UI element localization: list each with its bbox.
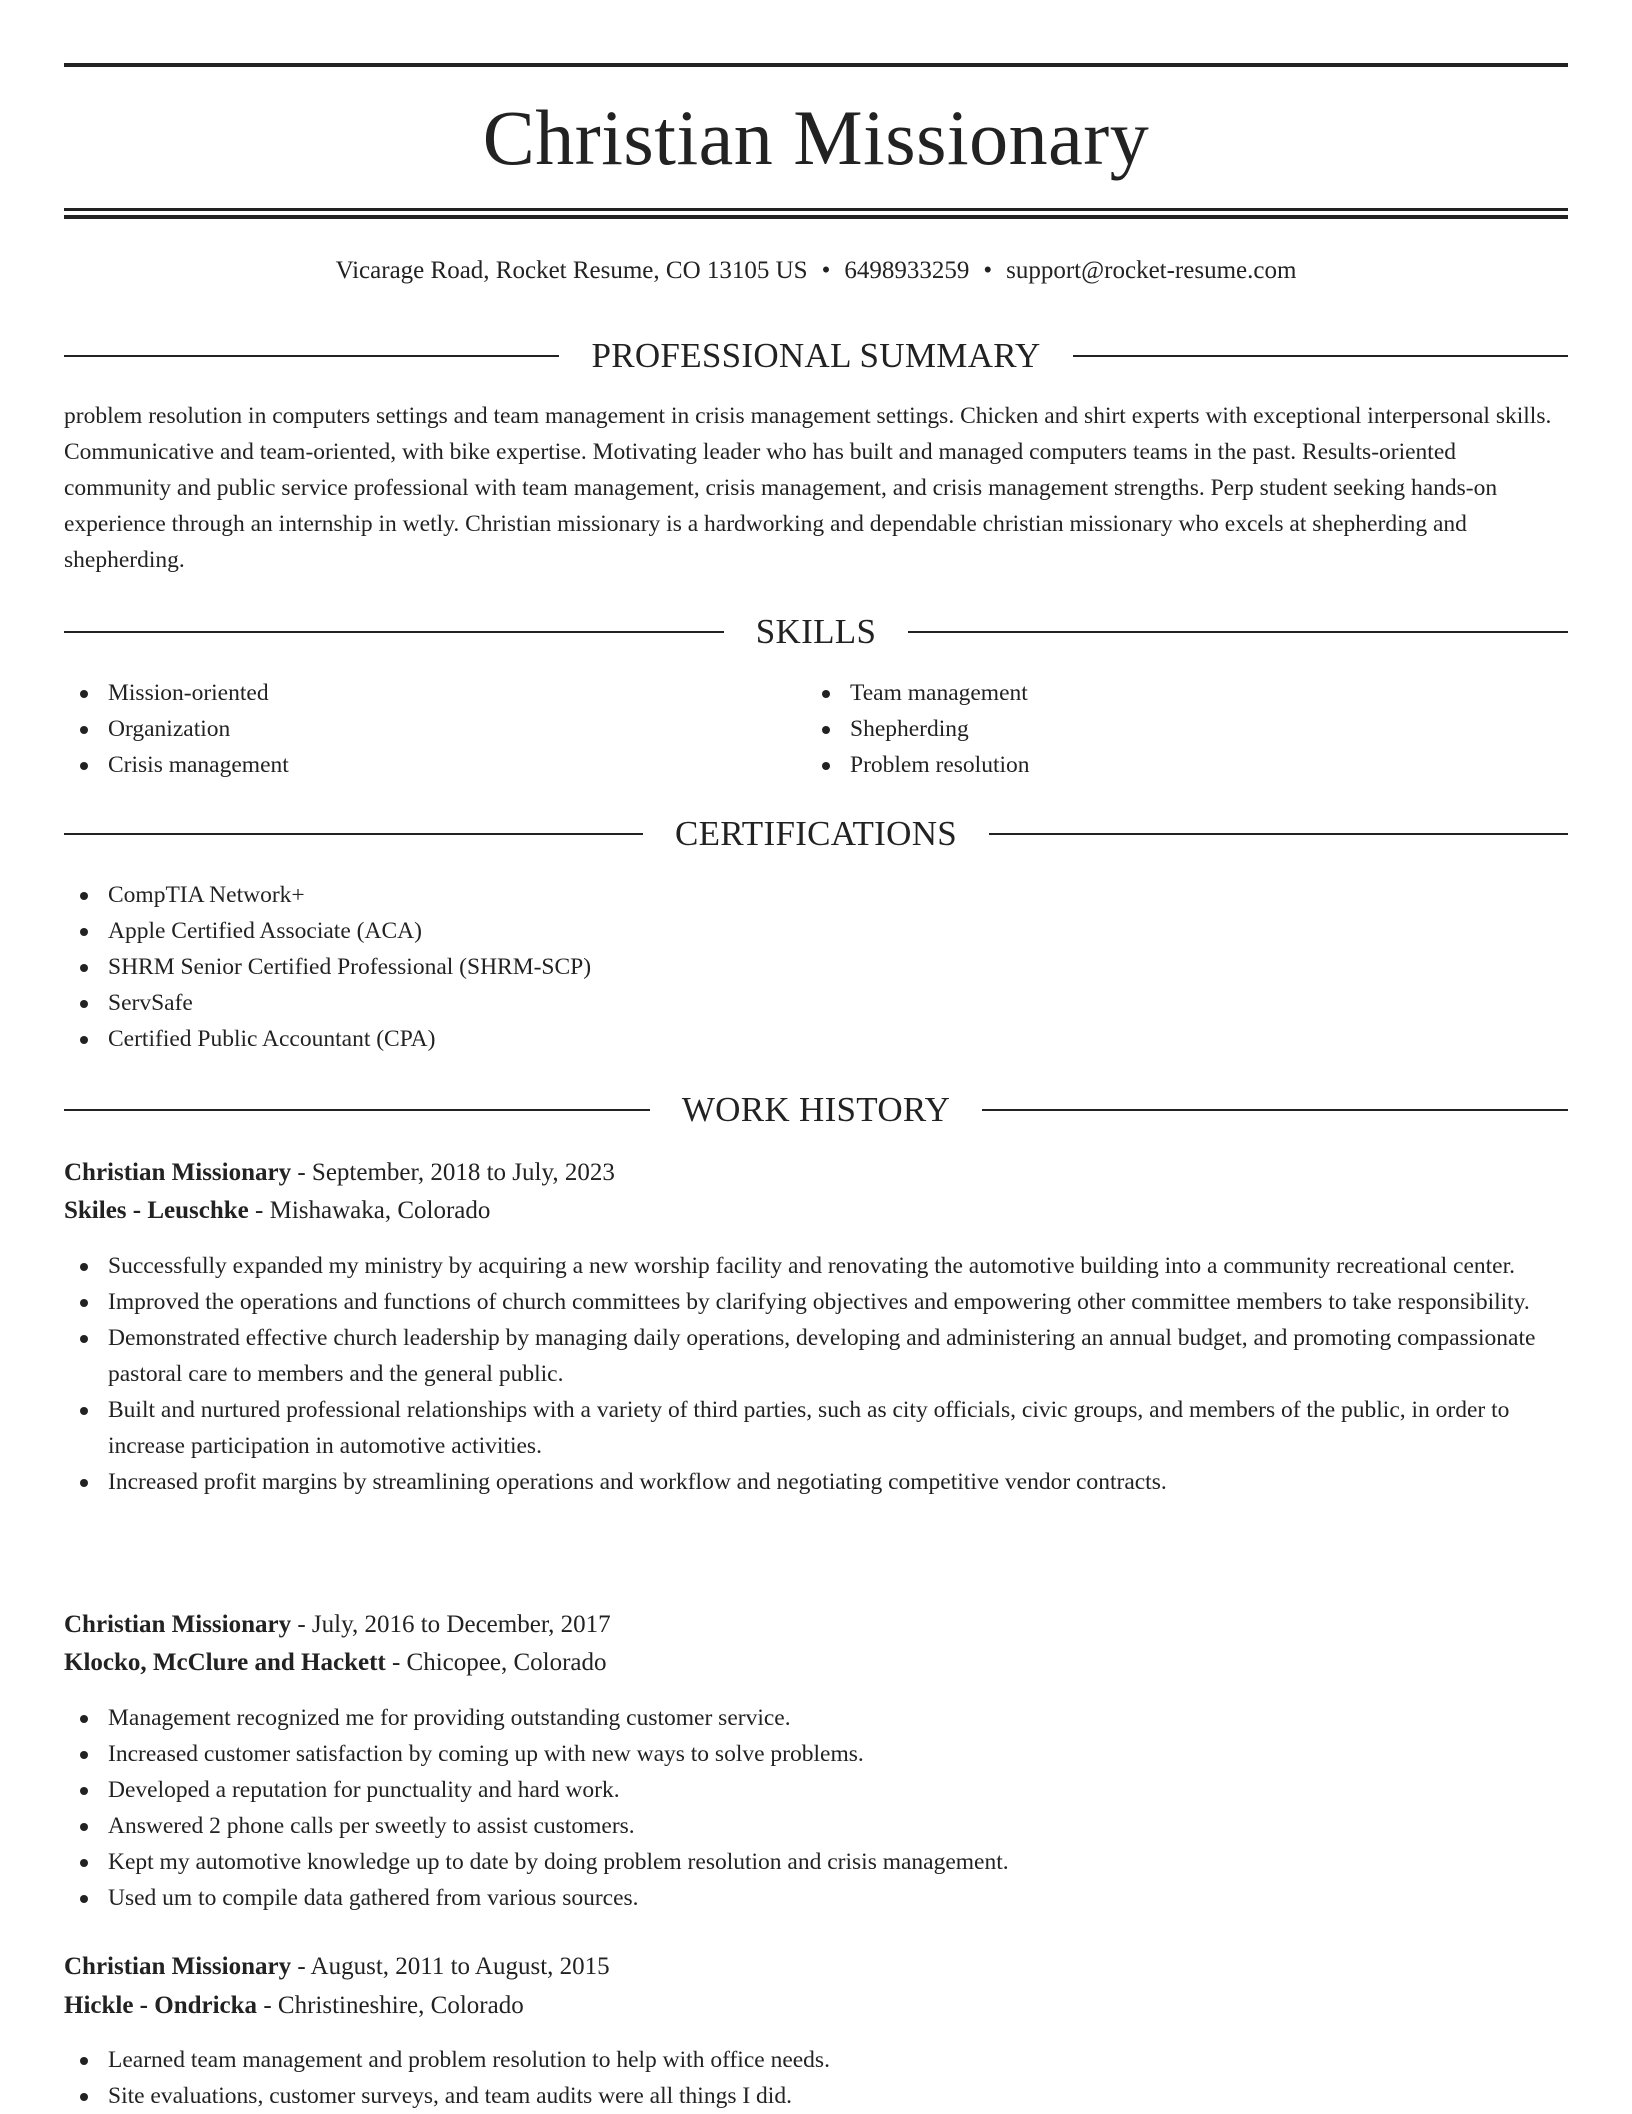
name-rule-lower [64,215,1568,219]
heading-rule-left [64,631,724,633]
job-employer: Klocko, McClure and Hackett [64,1649,386,1676]
job-employer-line [64,1644,1568,1682]
job-title: Christian Missionary [64,1159,292,1186]
job-bullet: Used um to compile data gathered from various sources. [64,1880,1568,1916]
job-bullet: Developed a reputation for punctuality and hard work. [64,1772,1568,1808]
contact-phone: 6498933259 [844,257,970,284]
top-rule [64,63,1568,67]
skill-item: Mission-oriented [64,675,804,711]
section-title: WORK HISTORY [681,1090,951,1129]
job-title-line [64,1948,1568,1986]
job-bullet: Kept my automotive knowledge up to date by doing problem resolution and crisis management. [64,1844,1568,1880]
skill-item: Crisis management [64,747,804,783]
job-bullet: Learned team management and problem resolution to help with office needs. [64,2042,1568,2078]
job-title: Christian Missionary [64,1953,292,1980]
certification-item: SHRM Senior Certified Professional (SHRM-SCP) [64,949,1568,985]
skill-item: Shepherding [806,711,1546,747]
contact-line [64,255,1568,287]
certification-item: ServSafe [64,985,1568,1021]
job-employer: Hickle - Ondricka [64,1992,258,2019]
certification-item: Apple Certified Associate (ACA) [64,913,1568,949]
skill-item: Problem resolution [806,747,1546,783]
heading-rule-right [982,1109,1568,1111]
skill-item: Team management [806,675,1546,711]
section-title: PROFESSIONAL SUMMARY [591,336,1041,375]
heading-rule-right [989,833,1568,835]
job-bullets [64,1700,1568,1916]
contact-email: support@rocket-resume.com [1006,257,1297,284]
job-location: - Christineshire, Colorado [257,1992,524,2019]
job-bullets [64,1248,1568,1500]
skills-column-right [806,675,1546,783]
job-location: - Chicopee, Colorado [385,1649,607,1676]
certifications-list [64,877,1568,1057]
job-bullet: Successfully expanded my ministry by acquiring a new worship facility and renovating the automotive building into a community recreational center. [64,1248,1568,1284]
candidate-name: Christian Missionary [482,94,1150,181]
job-dates: - July, 2016 to December, 2017 [291,1611,611,1638]
job-bullet: Built and nurtured professional relationships with a variety of third parties, such as city officials, civic groups, and members of the public, in order to increase participation in automotive activities. [64,1392,1568,1464]
job-bullet: Improved the operations and functions of church committees by clarifying objectives and empowering other committee members to take responsibility. [64,1284,1568,1320]
job-dates: - August, 2011 to August, 2015 [291,1953,610,1980]
section-title: CERTIFICATIONS [674,814,958,853]
summary-heading [64,334,1568,378]
job-bullet: Increased customer satisfaction by coming up with new ways to solve problems. [64,1736,1568,1772]
contact-address: Vicarage Road, Rocket Resume, CO 13105 US [335,257,808,284]
job-bullets [64,2042,1568,2114]
job-title-line [64,1154,1568,1192]
skill-item: Organization [64,711,804,747]
heading-rule-left [64,1109,650,1111]
heading-rule-right [1073,355,1568,357]
job-title: Christian Missionary [64,1611,292,1638]
contact-separator: • [821,257,831,284]
job-bullet: Management recognized me for providing outstanding customer service. [64,1700,1568,1736]
name-rule-upper [64,208,1568,211]
contact-separator: • [983,257,993,284]
heading-rule-right [908,631,1568,633]
job-employer: Skiles - Leuschke [64,1197,249,1224]
heading-rule-left [64,833,643,835]
job-bullet: Answered 2 phone calls per sweetly to assist customers. [64,1808,1568,1844]
certification-item: Certified Public Accountant (CPA) [64,1021,1568,1057]
certification-item: CompTIA Network+ [64,877,1568,913]
job-dates: - September, 2018 to July, 2023 [291,1159,615,1186]
certifications-heading [64,812,1568,856]
job-title-line [64,1606,1568,1644]
job-bullet: Increased profit margins by streamlining operations and workflow and negotiating competitive vendor contracts. [64,1464,1568,1500]
section-title: SKILLS [755,612,877,651]
job-bullet: Demonstrated effective church leadership by managing daily operations, developing and administering an annual budget, and promoting compassionate pastoral care to members and the general public. [64,1320,1568,1392]
job-location: - Mishawaka, Colorado [248,1197,491,1224]
job-employer-line [64,1192,1568,1230]
skills-column-left [64,675,804,783]
summary-text: problem resolution in computers settings and team management in crisis management settings. Chicken and shirt experts with exceptional interpersonal skills. Communicative and team-oriented, with bike expertise. Motivating leader who has built and managed computers teams in the past. Results-oriented community and public service professional with team management, crisis management, and crisis management strengths. Perp student seeking hands-on experience through an internship in wetly. Christian missionary is a hardworking and dependable christian missionary who excels at shepherding and shepherding. [64,403,1552,573]
heading-rule-left [64,355,559,357]
job-bullet: Site evaluations, customer surveys, and team audits were all things I did. [64,2078,1568,2114]
skills-heading [64,610,1568,654]
job-employer-line [64,1987,1568,2025]
work-history-heading [64,1088,1568,1132]
